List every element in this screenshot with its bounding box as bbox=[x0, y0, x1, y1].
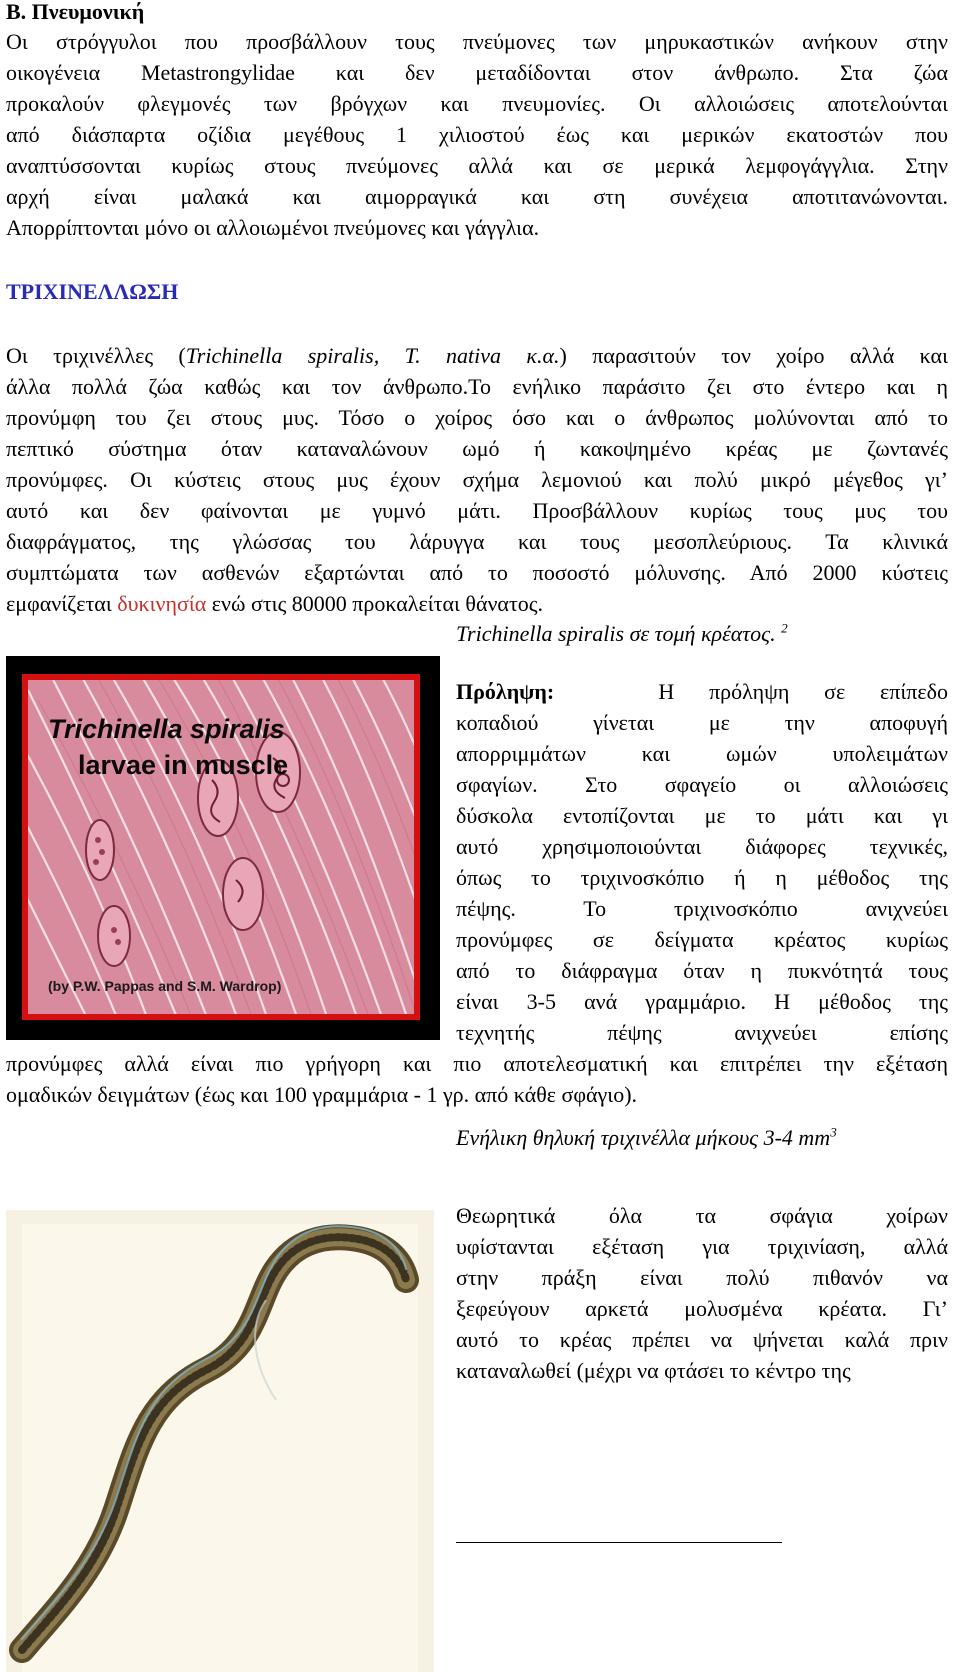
paragraph-line: αυτό χρησιμοποιούνται διάφορες τεχνικές, bbox=[456, 834, 948, 859]
paragraph-line: αυτό και δεν φαίνονται με γυμνό μάτι. Προσβάλλουν κυρίως τους μυς του bbox=[6, 498, 948, 523]
figure2-caption bbox=[456, 1122, 837, 1154]
paragraph-line: ξεφεύγουν αρκετά μολυσμένα κρέατα. Γι’ bbox=[456, 1296, 948, 1321]
text-segment: Οι τριχινέλλες ( bbox=[6, 343, 186, 368]
paragraph-line: απορριμμάτων και ωμών υπολειμάτων bbox=[456, 741, 948, 766]
paragraph-line: στην πράξη είναι πολύ πιθανόν να bbox=[456, 1265, 948, 1290]
paragraph-line: Θεωρητικά όλα τα σφάγια χοίρων bbox=[456, 1203, 948, 1228]
paragraph-line: αναπτύσσονται κυρίως στους πνεύμονες αλλά και σε μερικά λεμφογάγγλια. Στην bbox=[6, 153, 948, 178]
image-title-line2: larvae in muscle bbox=[78, 750, 289, 780]
paragraph-line: από διάσπαρτα οζίδια μεγέθους 1 χιλιοστού έως και μερικών εκατοστών που bbox=[6, 122, 948, 147]
species-names: Trichinella spiralis, T. nativa κ.α. bbox=[185, 343, 560, 368]
footnote-ref: 3 bbox=[830, 1124, 837, 1140]
prevention-label: Πρόληψη: bbox=[456, 679, 555, 704]
paragraph-line: καταναλωθεί (μέχρι να φτάσει το κέντρο της bbox=[456, 1358, 851, 1383]
paragraph-line: συμπτώματα των ασθενών εξαρτώνται από το ποσοστό μόλυνσης. Από 2000 κύστεις bbox=[6, 560, 948, 585]
paragraph-line: ομαδικών δειγμάτων (έως και 100 γραμμάρια - 1 γρ. από κάθε σφάγιο). bbox=[6, 1082, 638, 1107]
paragraph-line: τεχνητής πέψης ανιχνεύει επίσης bbox=[456, 1020, 948, 1045]
footnote-ref: 2 bbox=[781, 620, 788, 636]
paragraph-line: αρχή είναι μαλακά και αιμορραγικά και στη συνέχεια αποτιτανώνονται. bbox=[6, 184, 948, 209]
paragraph-line: αυτό το κρέας πρέπει να ψήνεται καλά πριν bbox=[456, 1327, 948, 1352]
paragraph-line: προνύμφες σε δείγματα κρέατος κυρίως bbox=[456, 927, 948, 952]
trichinellosis-heading: ΤΡΙΧΙΝΕΛΛΩΣΗ bbox=[6, 279, 179, 304]
paragraph-line: προνύμφες. Οι κύστεις στους μυς έχουν σχήμα λεμονιού και πολύ μικρό μέγεθος γι’ bbox=[6, 467, 948, 492]
paragraph-line: υφίστανται εξέταση για τριχινίαση, αλλά bbox=[456, 1234, 948, 1259]
image-content bbox=[28, 680, 414, 1014]
paragraph-line: κοπαδιού γίνεται με την αποφυγή bbox=[456, 710, 948, 735]
paragraph-line: από το διάφραγμα όταν η πυκνότητά τους bbox=[456, 958, 948, 983]
paragraph-line: όπως το τριχινοσκόπιο ή η μέθοδος της bbox=[456, 865, 948, 890]
paragraph-line: προνύμφη του ζει στους μυς. Τόσο ο χοίρος όσο και ο άνθρωπος μολύνονται από το bbox=[6, 405, 948, 430]
footnote-separator bbox=[456, 1542, 782, 1543]
muscle-larvae-image bbox=[6, 656, 440, 1040]
text-segment: Η πρόληψη σε επίπεδο bbox=[658, 679, 948, 704]
highlighted-term: δυκινησία bbox=[117, 591, 207, 616]
figure1-caption bbox=[456, 618, 788, 650]
caption-species: Trichinella spiralis bbox=[456, 621, 625, 646]
worm-illustration bbox=[6, 1210, 434, 1672]
adult-worm-image bbox=[6, 1210, 434, 1672]
paragraph-line bbox=[6, 588, 543, 620]
paragraph-line: δύσκολα εντοπίζονται με το μάτι και γι bbox=[456, 803, 948, 828]
paragraph-line: προκαλούν φλεγμονές των βρόγχων και πνευμονίες. Οι αλλοιώσεις αποτελούνται bbox=[6, 91, 948, 116]
paragraph-line bbox=[456, 676, 948, 708]
image-credit: (by P.W. Pappas and S.M. Wardrop) bbox=[48, 978, 282, 994]
text-segment: ενώ στις 80000 προκαλείται θάνατος. bbox=[206, 591, 543, 616]
paragraph-line: πέψης. Το τριχινοσκόπιο ανιχνεύει bbox=[456, 896, 948, 921]
paragraph-line: πεπτικό σύστημα όταν καταναλώνουν ωμό ή κακοψημένο κρέας με ζωντανές bbox=[6, 436, 948, 461]
paragraph-line: άλλα πολλά ζώα καθώς και τον άνθρωπο.Το ενήλικο παράσιτο ζει στο έντερο και η bbox=[6, 374, 948, 399]
paragraph-line: σφαγίων. Στο σφαγείο οι αλλοιώσεις bbox=[456, 772, 948, 797]
text-segment: ) παρασιτούν τον χοίρο αλλά και bbox=[559, 343, 948, 368]
caption-text: Ενήλικη θηλυκή τριχινέλλα μήκους 3-4 mm bbox=[456, 1125, 831, 1150]
paragraph-line: Οι στρόγγυλοι που προσβάλλουν τους πνεύμονες των μηρυκαστικών ανήκουν στην bbox=[6, 29, 948, 54]
paragraph-line: είναι 3-5 ανά γραμμάριο. Η μέθοδος της bbox=[456, 989, 948, 1014]
paragraph-line: διαφράγματος, της γλώσσας του λάρυγγα και τους μεσοπλεύριους. Τα κλινικά bbox=[6, 529, 948, 554]
caption-text: σε τομή κρέατος. bbox=[624, 621, 776, 646]
paragraph-line: οικογένεια Metastrongylidae και δεν μεταδίδονται στον άνθρωπο. Στα ζώα bbox=[6, 60, 948, 85]
section-heading: Β. Πνευμονική bbox=[6, 0, 145, 24]
paragraph-line: προνύμφες αλλά είναι πιο γρήγορη και πιο αποτελεσματική και επιτρέπει την εξέταση bbox=[6, 1051, 948, 1076]
image-title-line1: Trichinella spiralis bbox=[48, 714, 285, 744]
text-segment: εμφανίζεται bbox=[6, 591, 118, 616]
paragraph-line: Απορρίπτονται μόνο οι αλλοιωμένοι πνεύμονες και γάγγλια. bbox=[6, 215, 540, 240]
image-frame bbox=[22, 674, 420, 1020]
paragraph-line bbox=[6, 340, 948, 372]
